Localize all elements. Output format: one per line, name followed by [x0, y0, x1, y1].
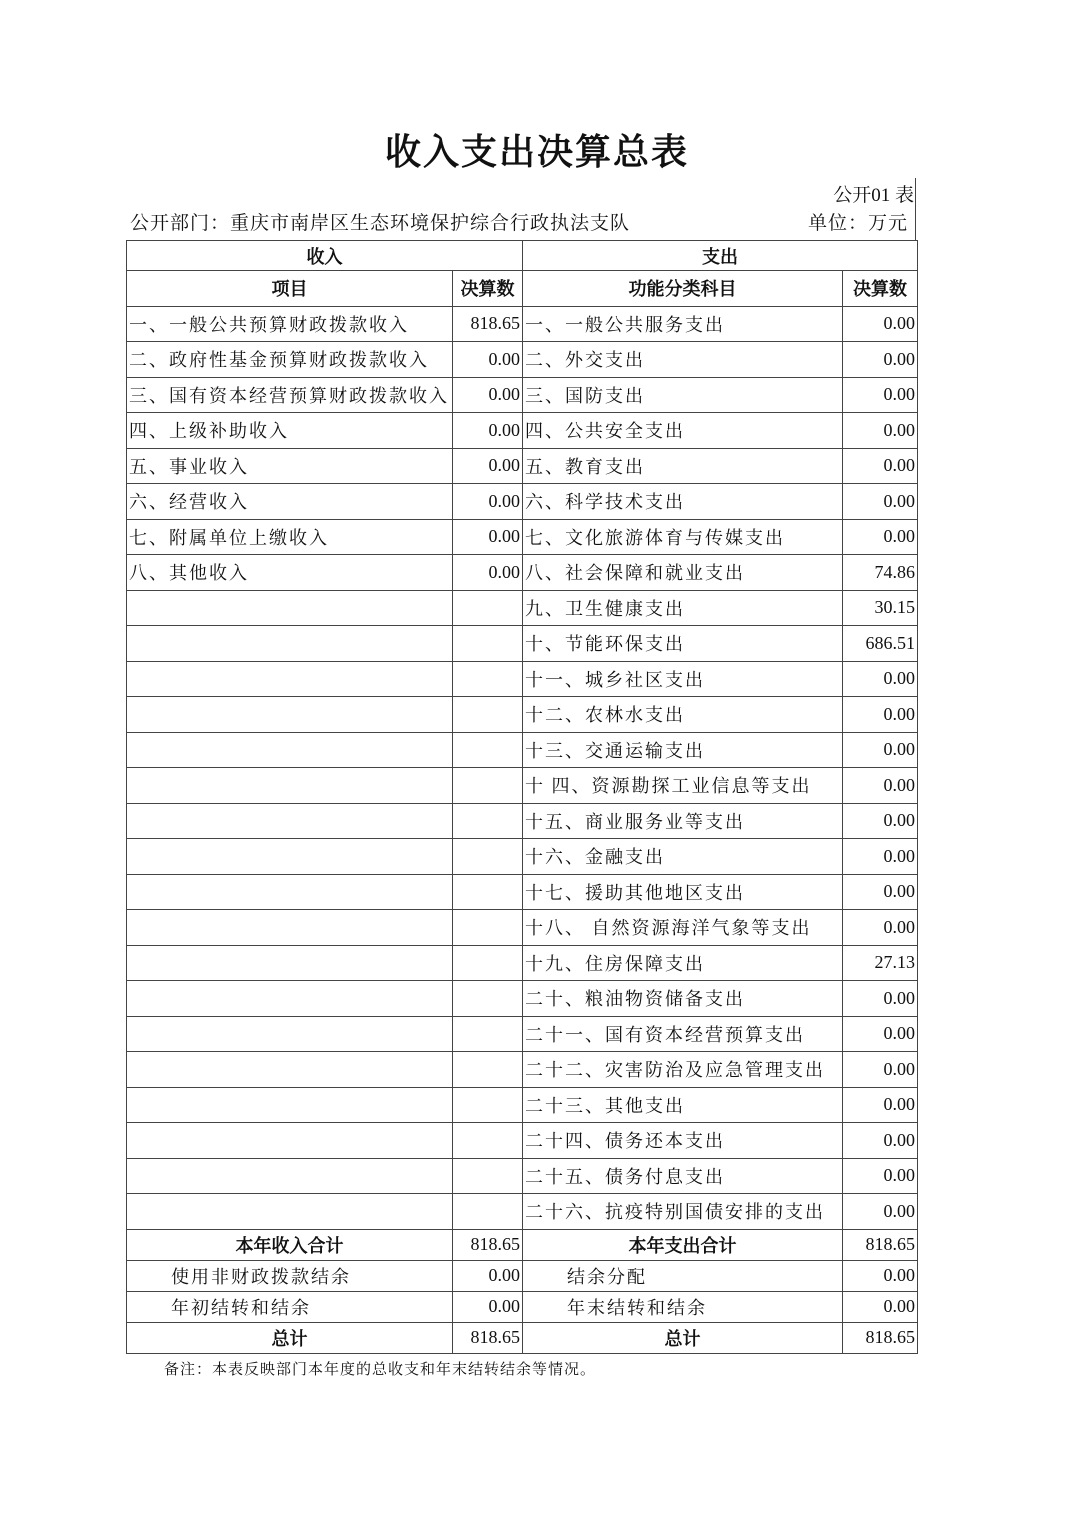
function-category-header: 功能分类科目: [523, 271, 843, 307]
expense-item-value: 0.00: [843, 1158, 918, 1194]
income-item-value: 818.65: [453, 306, 523, 342]
empty-cell: [127, 981, 453, 1017]
income-item-value: 0.00: [453, 519, 523, 555]
empty-cell: [453, 1052, 523, 1088]
table-row: [127, 306, 918, 342]
empty-cell: [453, 768, 523, 804]
empty-cell: [453, 803, 523, 839]
grand-total-value: 818.65: [843, 1322, 918, 1353]
empty-cell: [127, 1016, 453, 1052]
table-row: [127, 413, 918, 449]
nonfiscal-label: 使用非财政拨款结余: [127, 1260, 453, 1291]
empty-cell: [453, 1123, 523, 1159]
expense-item-value: 0.00: [843, 413, 918, 449]
expense-item-label: 七、文化旅游体育与传媒支出: [523, 519, 843, 555]
table-row: [127, 768, 918, 804]
expense-header: 支出: [523, 241, 918, 271]
table-row: [127, 697, 918, 733]
empty-cell: [127, 874, 453, 910]
expense-item-label: 十六、金融支出: [523, 839, 843, 875]
table-row: [127, 1194, 918, 1230]
empty-cell: [127, 1158, 453, 1194]
expense-item-label: 二十、粮油物资储备支出: [523, 981, 843, 1017]
expense-item-value: 0.00: [843, 1087, 918, 1123]
income-item-label: 四、上级补助收入: [127, 413, 453, 449]
expense-item-label: 十 四、资源勘探工业信息等支出: [523, 768, 843, 804]
table-row: [127, 555, 918, 591]
expense-item-value: 0.00: [843, 697, 918, 733]
income-item-value: 0.00: [453, 377, 523, 413]
income-item-label: 五、事业收入: [127, 448, 453, 484]
expense-item-label: 十八、 自然资源海洋气象等支出: [523, 910, 843, 946]
expense-item-value: 0.00: [843, 981, 918, 1017]
expense-item-value: 0.00: [843, 1123, 918, 1159]
expense-item-value: 30.15: [843, 590, 918, 626]
table-row: [127, 484, 918, 520]
empty-cell: [127, 1052, 453, 1088]
table-row: [127, 1260, 918, 1291]
empty-cell: [127, 839, 453, 875]
empty-cell: [127, 590, 453, 626]
expense-item-value: 0.00: [843, 1016, 918, 1052]
empty-cell: [453, 697, 523, 733]
table-row: [127, 626, 918, 662]
empty-cell: [453, 874, 523, 910]
table-row: [127, 910, 918, 946]
empty-cell: [453, 590, 523, 626]
column-header-row: [127, 271, 918, 307]
header-row: [127, 241, 918, 271]
empty-cell: [127, 1194, 453, 1230]
expense-item-label: 四、公共安全支出: [523, 413, 843, 449]
table-row: [127, 1087, 918, 1123]
empty-cell: [453, 1087, 523, 1123]
expense-item-label: 五、教育支出: [523, 448, 843, 484]
table-row: [127, 981, 918, 1017]
table-row: [127, 342, 918, 378]
expense-item-label: 二十一、国有资本经营预算支出: [523, 1016, 843, 1052]
expense-item-value: 0.00: [843, 768, 918, 804]
table-row: [127, 377, 918, 413]
surplus-alloc-value: 0.00: [843, 1260, 918, 1291]
expense-item-label: 九、卫生健康支出: [523, 590, 843, 626]
expense-item-label: 二十三、其他支出: [523, 1087, 843, 1123]
grand-total-row: [127, 1322, 918, 1353]
surplus-alloc-label: 结余分配: [523, 1260, 843, 1291]
empty-cell: [127, 1123, 453, 1159]
expense-item-value: 0.00: [843, 910, 918, 946]
expense-item-value: 0.00: [843, 306, 918, 342]
expense-item-value: 0.00: [843, 661, 918, 697]
border-line: [915, 178, 916, 240]
expense-item-value: 27.13: [843, 945, 918, 981]
empty-cell: [127, 1087, 453, 1123]
expense-item-value: 0.00: [843, 519, 918, 555]
expense-item-label: 一、一般公共服务支出: [523, 306, 843, 342]
expense-item-label: 二十二、灾害防治及应急管理支出: [523, 1052, 843, 1088]
income-item-value: 0.00: [453, 413, 523, 449]
expense-total-value: 818.65: [843, 1229, 918, 1260]
expense-item-label: 三、国防支出: [523, 377, 843, 413]
expense-item-label: 十五、商业服务业等支出: [523, 803, 843, 839]
empty-cell: [453, 1158, 523, 1194]
empty-cell: [453, 910, 523, 946]
income-item-label: 二、政府性基金预算财政拨款收入: [127, 342, 453, 378]
income-expense-table: [126, 240, 918, 1354]
table-row: [127, 945, 918, 981]
begin-balance-value: 0.00: [453, 1291, 523, 1322]
expense-item-value: 0.00: [843, 803, 918, 839]
income-item-label: 七、附属单位上缴收入: [127, 519, 453, 555]
income-item-value: 0.00: [453, 484, 523, 520]
empty-cell: [453, 1194, 523, 1230]
income-item-value: 0.00: [453, 448, 523, 484]
empty-cell: [453, 1016, 523, 1052]
table-row: [127, 519, 918, 555]
table-row: [127, 1158, 918, 1194]
unit-label: 单位：万元: [807, 213, 908, 234]
table-row: [127, 1123, 918, 1159]
expense-item-value: 0.00: [843, 732, 918, 768]
table-number: 公开01 表: [833, 185, 914, 206]
empty-cell: [453, 839, 523, 875]
expense-item-label: 十九、住房保障支出: [523, 945, 843, 981]
annual-total-row: [127, 1229, 918, 1260]
expense-item-value: 0.00: [843, 874, 918, 910]
expense-item-label: 十三、交通运输支出: [523, 732, 843, 768]
amount-header: 决算数: [843, 271, 918, 307]
empty-cell: [453, 732, 523, 768]
expense-item-value: 0.00: [843, 839, 918, 875]
item-header: 项目: [127, 271, 453, 307]
expense-item-value: 0.00: [843, 484, 918, 520]
income-total-label: 本年收入合计: [127, 1229, 453, 1260]
empty-cell: [127, 661, 453, 697]
expense-item-label: 六、科学技术支出: [523, 484, 843, 520]
expense-item-label: 二、外交支出: [523, 342, 843, 378]
expense-item-value: 0.00: [843, 1194, 918, 1230]
expense-total-label: 本年支出合计: [523, 1229, 843, 1260]
expense-item-label: 十、节能环保支出: [523, 626, 843, 662]
income-item-value: 0.00: [453, 342, 523, 378]
expense-item-value: 0.00: [843, 342, 918, 378]
table-row: [127, 448, 918, 484]
income-item-label: 三、国有资本经营预算财政拨款收入: [127, 377, 453, 413]
empty-cell: [127, 945, 453, 981]
end-balance-value: 0.00: [843, 1291, 918, 1322]
footnote: 备注：本表反映部门本年度的总收支和年末结转结余等情况。: [164, 1362, 597, 1378]
expense-item-label: 二十五、债务付息支出: [523, 1158, 843, 1194]
page-title: 收入支出决算总表: [384, 131, 689, 173]
table-row: [127, 839, 918, 875]
end-balance-label: 年末结转和结余: [523, 1291, 843, 1322]
grand-total-label: 总计: [523, 1322, 843, 1353]
grand-total-value: 818.65: [453, 1322, 523, 1353]
empty-cell: [453, 981, 523, 1017]
empty-cell: [127, 803, 453, 839]
grand-total-label: 总计: [127, 1322, 453, 1353]
table-row: [127, 1052, 918, 1088]
nonfiscal-value: 0.00: [453, 1260, 523, 1291]
expense-item-label: 二十六、抗疫特别国债安排的支出: [523, 1194, 843, 1230]
empty-cell: [453, 626, 523, 662]
table-row: [127, 590, 918, 626]
expense-item-label: 八、社会保障和就业支出: [523, 555, 843, 591]
income-header: 收入: [127, 241, 523, 271]
table-row: [127, 661, 918, 697]
table-row: [127, 732, 918, 768]
expense-item-label: 十一、城乡社区支出: [523, 661, 843, 697]
expense-item-label: 十二、农林水支出: [523, 697, 843, 733]
begin-balance-label: 年初结转和结余: [127, 1291, 453, 1322]
table-row: [127, 803, 918, 839]
income-item-label: 八、其他收入: [127, 555, 453, 591]
table-row: [127, 1291, 918, 1322]
income-item-label: 一、一般公共预算财政拨款收入: [127, 306, 453, 342]
empty-cell: [453, 945, 523, 981]
expense-item-label: 十七、援助其他地区支出: [523, 874, 843, 910]
income-item-label: 六、经营收入: [127, 484, 453, 520]
expense-item-value: 0.00: [843, 377, 918, 413]
table-row: [127, 1016, 918, 1052]
table-row: [127, 874, 918, 910]
amount-header: 决算数: [453, 271, 523, 307]
empty-cell: [127, 910, 453, 946]
expense-item-value: 0.00: [843, 448, 918, 484]
empty-cell: [127, 732, 453, 768]
income-total-value: 818.65: [453, 1229, 523, 1260]
expense-item-value: 0.00: [843, 1052, 918, 1088]
income-item-value: 0.00: [453, 555, 523, 591]
expense-item-value: 686.51: [843, 626, 918, 662]
empty-cell: [127, 768, 453, 804]
empty-cell: [127, 626, 453, 662]
expense-item-label: 二十四、债务还本支出: [523, 1123, 843, 1159]
empty-cell: [127, 697, 453, 733]
department-label: 公开部门：重庆市南岸区生态环境保护综合行政执法支队: [130, 213, 631, 234]
expense-item-value: 74.86: [843, 555, 918, 591]
empty-cell: [453, 661, 523, 697]
